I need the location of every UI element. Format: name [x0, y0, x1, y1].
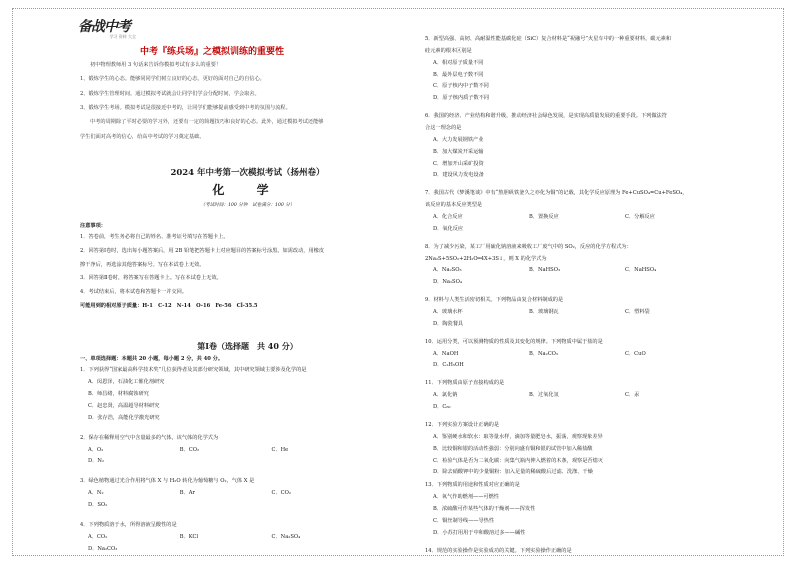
- answer-option: D．Na₂SO₄: [433, 279, 462, 286]
- note-item: 擦干净后，再选涂其他答案标号。写在本试卷上无效。: [80, 261, 205, 268]
- answer-option: C．Na₂SO₄: [271, 533, 301, 540]
- answer-option: B．比较铜和银的活动性强弱：分别向盛有铜和银的试管中加入稀盐酸: [433, 445, 593, 452]
- answer-option: B．师昌绪，材料腐蚀研究: [88, 391, 149, 398]
- answer-option: C．铜丝制导线——导热性: [433, 517, 495, 524]
- answer-option: C．NaHSO₄: [625, 267, 657, 274]
- right-column: [425, 36, 777, 560]
- note-item: 4．考试结束后，将本试卷和答题卡一并交回。: [80, 289, 188, 296]
- red-header-title: 中考『练兵场』之模拟训练的重要性: [140, 47, 285, 57]
- note-item: 1．答卷前，考生务必将自己的姓名、准考证号填写在答题卡上。: [80, 233, 229, 240]
- answer-option: D．张存浩，高能化学激光研究: [88, 414, 160, 421]
- answer-option: D．C₂H₅OH: [433, 362, 464, 369]
- intro-line: 2、锻炼学生管理时间。通过模拟考试就会让同学们学会分配时间，学会取舍。: [80, 90, 260, 97]
- question: [80, 522, 415, 558]
- answer-option: A．闵恩泽，石油化工催化剂研究: [88, 379, 165, 386]
- question: [80, 478, 415, 514]
- answer-option: B．最外层电子数不同: [433, 71, 484, 78]
- question: [425, 190, 777, 237]
- question-options: [425, 309, 777, 333]
- answer-option: C．He: [271, 446, 289, 453]
- answer-option: D．陶瓷餐具: [433, 320, 464, 327]
- answer-option: A．O₂: [88, 446, 104, 453]
- logo: [78, 16, 136, 46]
- question-stem: 7．我国古代《梦溪笔谈》中有“熬胆矾铁釜久之亦化为铜”的记载，其化学反应原理为 Fe+CuSO₄=Cu+FeSO₄，: [425, 190, 688, 197]
- answer-option: B．玻璃钢瓦: [529, 309, 559, 316]
- question: [425, 422, 777, 476]
- question-stem: 4．下列物质溶于水，所得溶液呈酸性的是: [80, 521, 177, 528]
- question-options: [80, 534, 415, 558]
- answer-option: B．置换反应: [529, 214, 559, 221]
- question-options: [425, 434, 777, 476]
- intro-line: 1、锻炼学生的心态。能够同同学们树立良好的心态，更好的面对自己的自信心。: [80, 76, 265, 83]
- question-options: [425, 494, 777, 541]
- answer-option: A．大力发展钢铁产业: [433, 136, 484, 143]
- question-options: [425, 214, 777, 238]
- answer-option: D．原子核内质子数不同: [433, 95, 490, 102]
- question: [425, 380, 777, 416]
- answer-option: D．氧化反应: [433, 225, 464, 232]
- answer-option: D．Na₂CO₃: [88, 545, 118, 552]
- exam-header: [80, 168, 415, 209]
- question: [425, 339, 777, 375]
- question-stem: 5．新型高强、高韧、高耐温性能基碳化硅（SiC）复合材料是“祝融号”火星车中的一种重要材料。碳元素和: [425, 36, 672, 42]
- intro-line: 3、锻炼学生考场。模拟考试是很接近中考的，让同学们能够提前感受到中考的氛围与流程。: [80, 105, 291, 112]
- question-stem: 3．绿色植物通过光合作用将气体 X 与 H₂O 转化为葡萄糖与 O₂，气体 X 是: [80, 478, 255, 485]
- note-item: 2．回答第Ⅰ卷时，选出每小题答案后，用 2B 铅笔把答题卡上对应题目的答案标号涂黑。如需改动，用橡皮: [80, 247, 325, 254]
- answer-option: C．检验气体是否为二氧化碳：向集气瓶内伸入燃着的木条，观察是否熄灭: [433, 457, 603, 464]
- answer-option: D．C₆₀: [433, 404, 451, 411]
- logo-subtitle: 学习 资料 大全: [109, 34, 136, 39]
- answer-option: A．化合反应: [433, 214, 463, 221]
- answer-option: B．CO₂: [179, 446, 200, 453]
- question: [425, 244, 777, 291]
- answer-option: A．鉴别硬水和软水：取等量水样，滴加等量肥皂水，振荡，观察现象差异: [433, 433, 603, 440]
- answer-option: C．原子核内中子数不同: [433, 83, 489, 90]
- notes-heading: 注意事项：: [80, 223, 106, 229]
- question-options: [80, 490, 415, 514]
- question-stem: 9．材料与人类生活密切相关。下列物品由复合材料制成的是: [425, 297, 564, 304]
- question-stem: 8．为了减少污染，某工厂用硫化钠溶液来吸收工厂废气中的 SO₂，反应的化学方程式为：: [425, 243, 632, 250]
- note-item: 3．回答第Ⅱ卷时，将答案写在答题卡上。写在本试卷上无效。: [80, 275, 222, 282]
- answer-option: C．赵忠贤，高温超导材料研究: [88, 402, 160, 409]
- answer-option: D．建设风力发电设备: [433, 172, 484, 179]
- logo-title: 备战中考: [78, 19, 130, 35]
- notes-block: [80, 223, 415, 310]
- question-options: [425, 267, 777, 291]
- answer-option: D．N₂: [88, 458, 104, 465]
- question-stem: 10．运用分类，可以预测物质的性质及其变化的规律。下列物质中属于盐的是: [425, 338, 603, 345]
- question-stem: 1．下列获得“国家最高科学技术奖”几位获得者及其部分研究领域，其中研究领域主要涉及化学的是: [80, 367, 307, 374]
- question-stem: 14．规范的实验操作是实验成功的关键。下列实验操作正确的是: [425, 547, 572, 554]
- question-stem: 13．下列物质的用途和性质对应正确的是: [425, 482, 520, 489]
- exam-subject: 化 学: [212, 183, 283, 198]
- answer-option: D．SO₂: [88, 502, 108, 508]
- question-options: [425, 351, 777, 375]
- question-options: [80, 379, 415, 426]
- question-stem: 12．下列实验方案设计正确的是: [425, 421, 500, 428]
- answer-option: A．NaOH: [433, 350, 459, 357]
- question-options: [425, 60, 777, 107]
- intro-line: 中考的周期除了平时必要的学习外，还要有一定的简题技巧和良好的心态。此外，通过模拟考试还能够: [90, 119, 324, 126]
- answer-option: B．浓硫酸可作某些气体的干燥剂——挥发性: [433, 505, 536, 512]
- answer-option: B．Na₂CO₃: [529, 350, 559, 357]
- answer-option: B．KCl: [179, 533, 199, 540]
- answer-option: A．氯化钠: [433, 392, 458, 399]
- question-stem: 11．下列物质由原子直接构成的是: [425, 380, 505, 387]
- answer-option: B．Ar: [179, 490, 195, 497]
- answer-option: D．小苏打用用于中和酸溶过多——碱性: [433, 529, 526, 536]
- question: [80, 435, 415, 471]
- answer-option: C．汞: [625, 392, 640, 399]
- question: [425, 36, 777, 107]
- section-intro: 一、单项选择题：本题共 20 小题，每小题 2 分，共 40 分。: [80, 355, 224, 362]
- answer-option: B．过氧化氢: [529, 392, 559, 399]
- question-stem: 该反应的基本反应类型是: [425, 202, 483, 209]
- question-stem: 2．保存在稀释用空气中含量最多的气体，该气体的化学式为: [80, 434, 219, 441]
- exam-meta: （考试时间：100 分钟 试卷满分：100 分）: [200, 203, 295, 209]
- answer-option: C．CuO: [625, 350, 646, 357]
- answer-option: A．玻璃水杯: [433, 309, 463, 316]
- answer-option: A．氧气作助燃剂——可燃性: [433, 494, 499, 501]
- question: [425, 297, 777, 333]
- question-stem: 合这一理念的是: [425, 125, 462, 132]
- question: [425, 482, 777, 541]
- exam-title: 2024 年中考第一次模拟考试（扬州卷）: [170, 168, 325, 178]
- intro-line: 初中物理教师用 3 句话来告诉你模拟考试有多么的重要！: [90, 62, 222, 68]
- question-stem: 硅元素的根本区别是: [425, 47, 472, 54]
- answer-option: D．除去硝酸钾中的少量铜粉：加入足量的稀硫酸后过滤、洗涤、干燥: [433, 469, 593, 476]
- answer-option: C．塑料袋: [625, 309, 650, 316]
- section-block: [80, 341, 415, 565]
- question: [425, 548, 777, 555]
- answer-option: A．相对原子质量不同: [433, 59, 484, 66]
- question-options: [425, 137, 777, 184]
- section-title: 第Ⅰ卷（选择题 共 40 分）: [197, 341, 298, 351]
- answer-option: A．CO₂: [88, 533, 108, 540]
- answer-option: C．CO₂: [271, 490, 291, 497]
- atomic-masses: 可能用到的相对原子质量：H-1 C-12 N-14 O-16 Fe-56 Cl-35.5: [80, 303, 258, 310]
- question: [80, 367, 415, 426]
- question-options: [80, 447, 415, 471]
- intro-line: 学生们面对高考的信心，给高中考试的学习奠定基础。: [80, 133, 205, 140]
- question-stem: 6．我国的经济、产业结构和谐升级，推动经济社会绿色发展，是实现高质量发展的重要手段。下列做法符: [425, 113, 667, 120]
- answer-option: A．N₂: [88, 490, 104, 497]
- question-options: [425, 392, 777, 416]
- answer-option: B．加大煤炭开采运输: [433, 148, 484, 155]
- question: [425, 113, 777, 184]
- answer-option: C．分解反应: [625, 214, 655, 221]
- answer-option: C．增加开山采矿投资: [433, 160, 484, 167]
- answer-option: B．NaHSO₃: [529, 267, 561, 274]
- question-stem: 2Na₂S+5SO₂+2H₂O═4X+3S↓，则 X 的化学式为: [425, 255, 547, 262]
- intro-block: [80, 62, 415, 148]
- answer-option: A．Na₂SO₃: [433, 267, 462, 274]
